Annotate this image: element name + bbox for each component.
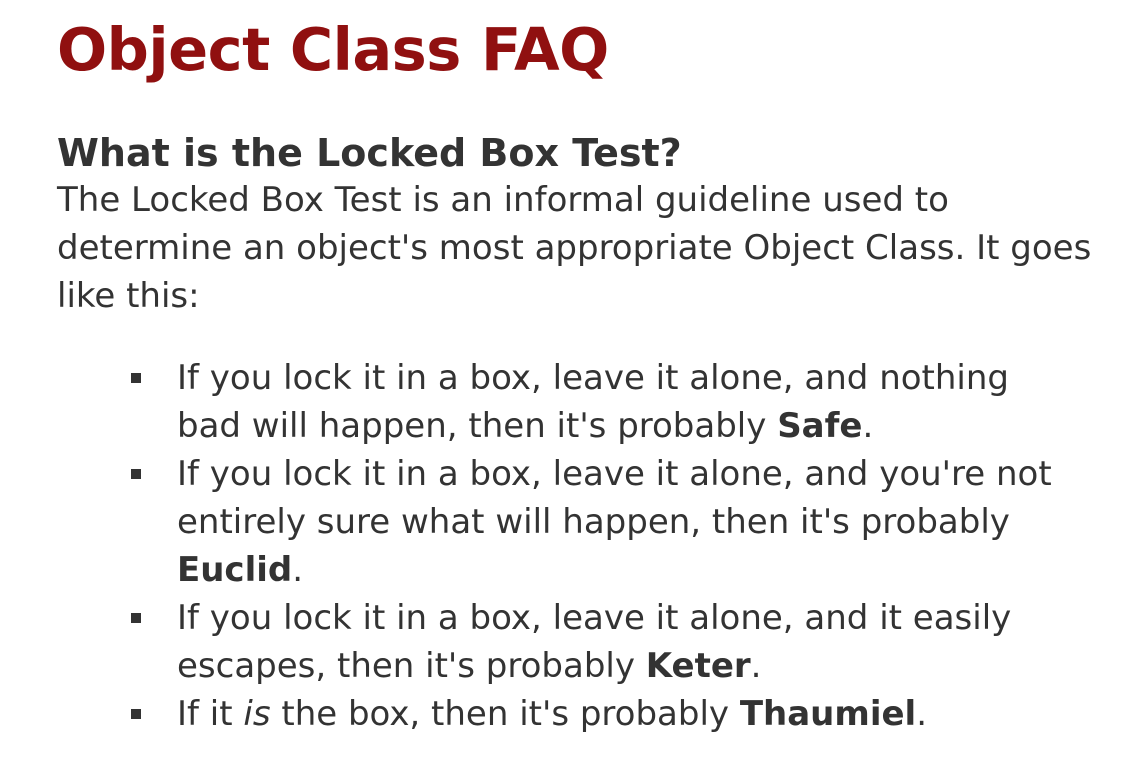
criteria-period: . [916,694,927,734]
criteria-text: the box, then it's probably [270,694,740,734]
section-heading: What is the Locked Box Test? [57,131,682,175]
page-title: Object Class FAQ [57,15,609,84]
criteria-text: If you lock it in a box, leave it alone, and you're not entirely sure what will happen, then it's probably [177,454,1052,542]
criteria-text: If you lock it in a box, leave it alone, and nothing bad will happen, then it's probably [177,358,1010,446]
criteria-period: . [750,646,762,686]
square-bullet-icon [131,613,141,623]
square-bullet-icon [131,709,141,719]
intro-paragraph: The Locked Box Test is an informal guideline used to determine an object's most appropriate Object Class. It goes like this: [57,180,1092,316]
criteria-item-thaumiel [57,690,1057,738]
square-bullet-icon [131,469,141,479]
criteria-item-euclid [57,450,1057,594]
criteria-emphasis: is [243,694,271,734]
square-bullet-icon [131,373,141,383]
object-class-safe: Safe [777,406,863,446]
criteria-item-safe [57,354,1057,450]
criteria-item-keter [57,594,1057,690]
object-class-keter: Keter [645,646,751,686]
locked-box-criteria-list [57,354,1097,738]
criteria-text: If it [177,694,244,734]
criteria-text: If you lock it in a box, leave it alone, and it easily escapes, then it's probably [177,598,1012,686]
object-class-euclid: Euclid [177,550,293,590]
criteria-period: . [292,550,304,590]
object-class-thaumiel: Thaumiel [739,694,917,734]
criteria-period: . [862,406,874,446]
